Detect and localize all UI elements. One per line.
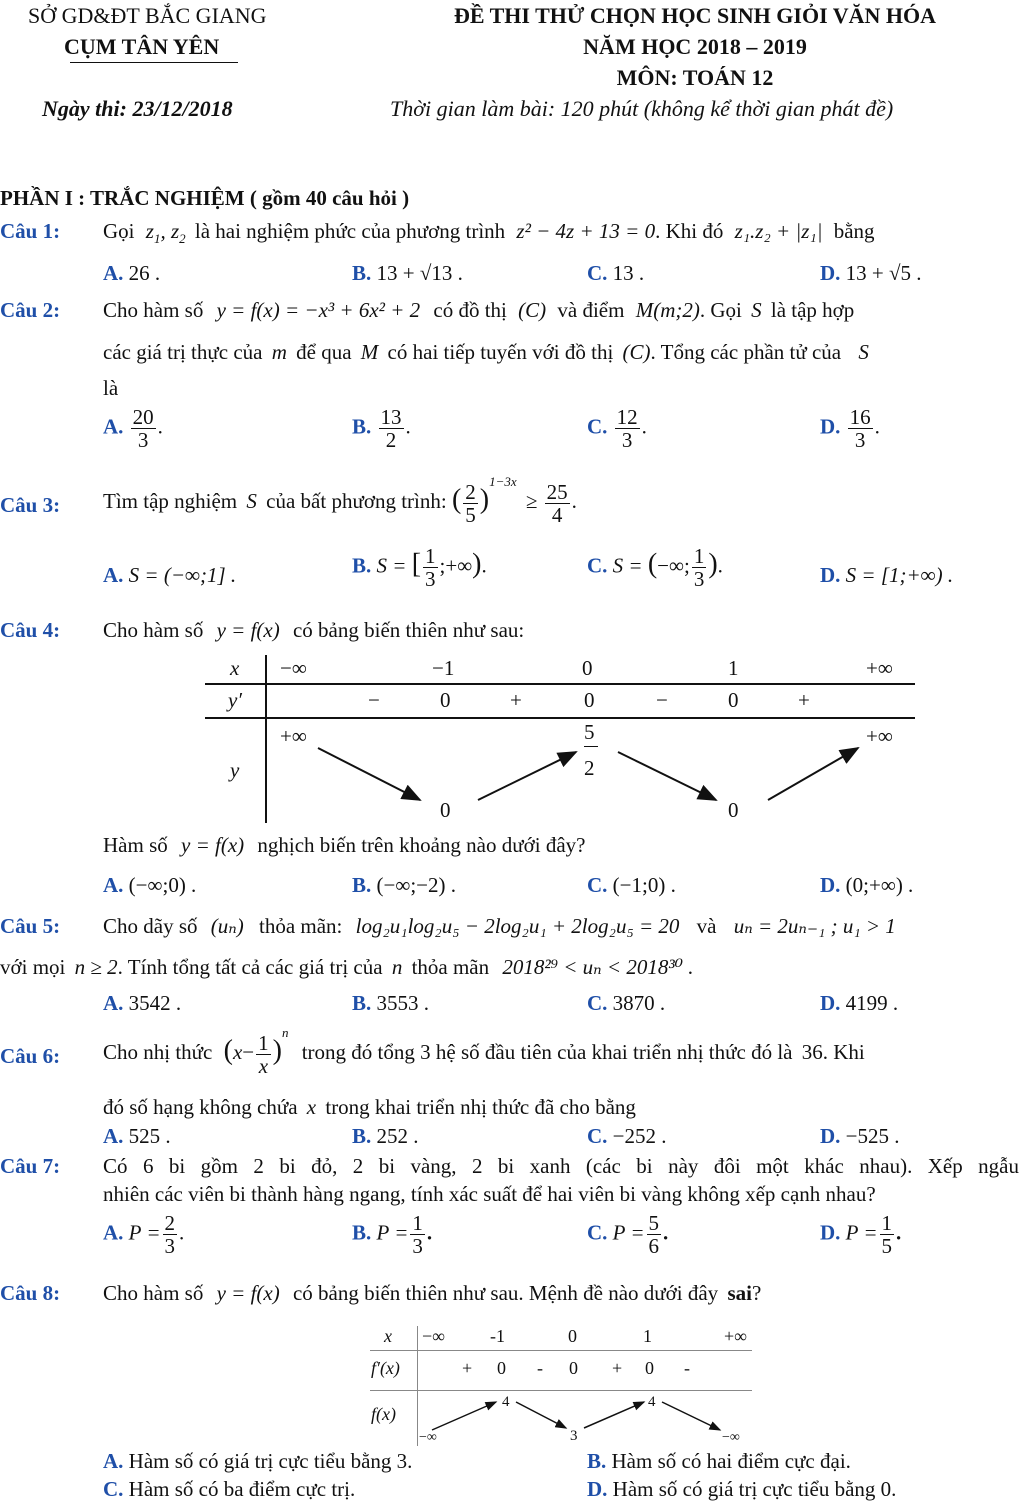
q5-option-c[interactable]: C. 3870 . — [587, 991, 666, 1015]
q1-option-b[interactable]: B. 13 + √13 . — [352, 261, 463, 285]
q3-label: Câu 3: — [0, 493, 61, 517]
q2-label: Câu 2: — [0, 298, 61, 322]
q8-label: Câu 8: — [0, 1281, 61, 1305]
q8-stem: Cho hàm số y = f(x) có bảng biến thiên như sau. Mệnh đề nào dưới đây sai? — [103, 1281, 762, 1305]
q1-label: Câu 1: — [0, 219, 61, 243]
q3-stem: Tìm tập nghiệm S của bất phương trình: ( $\frac{2}{5}$ )$^{1-3x}$ ≥ $\frac{25}{4}$ . — [103, 474, 577, 527]
section-title: PHẦN I : TRẮC NGHIỆM ( gồm 40 câu hỏi ) — [0, 186, 410, 210]
q3-option-c[interactable]: C. S = (−∞; $\frac{1}{3}$ ). — [587, 544, 723, 592]
q5-line2: với mọi n ≥ 2. Tính tổng tất cả các giá trị của n thỏa mãn 2018²⁹ < uₙ < 2018³⁰ . — [0, 955, 694, 979]
q3-option-a[interactable]: A. S = (−∞;1] . — [103, 563, 237, 587]
q5-option-d[interactable]: D. 4199 . — [820, 991, 899, 1015]
title-line1: ĐỀ THI THỬ CHỌN HỌC SINH GIỎI VĂN HÓA — [453, 3, 937, 28]
q1-option-a[interactable]: A. 26 . — [103, 261, 161, 285]
org-line2: CỤM TÂN YÊN — [64, 34, 220, 59]
q8-option-c[interactable]: C. Hàm số có ba điểm cực trị. — [103, 1477, 356, 1501]
q7-line1: Có 6 bi gồm 2 bi đỏ, 2 bi vàng, 2 bi xanh (các bi này đôi một khác nhau). Xếp ngẫu — [103, 1154, 1019, 1178]
q6-option-c[interactable]: C. −252 . — [587, 1124, 667, 1148]
q6-line2: đó số hạng không chứa x trong khai triển nhị thức đã cho bằng — [103, 1095, 636, 1119]
q7-label: Câu 7: — [0, 1154, 61, 1178]
q8-option-a[interactable]: A. Hàm số có giá trị cực tiểu bằng 3. — [103, 1449, 413, 1473]
q5-option-a[interactable]: A. 3542 . — [103, 991, 182, 1015]
org-line1: SỞ GD&ĐT BẮC GIANG — [28, 3, 267, 28]
q5-label: Câu 5: — [0, 914, 61, 938]
q3-option-d[interactable]: D. S = [1;+∞) . — [820, 563, 954, 587]
q7-line2: nhiên các viên bi thành hàng ngang, tính xác suất để hai viên bi vàng không xếp cạnh nhau? — [103, 1182, 876, 1206]
exam-date: Ngày thi: 23/12/2018 — [42, 96, 233, 121]
q1-stem: Gọi $z_1$, $z_2$ là hai nghiệm phức của phương trình z² − 4z + 13 = 0. Khi đó z₁.z₂ + |z₁| bằng — [103, 219, 875, 247]
q4-stem: Cho hàm số y = f(x) có bảng biến thiên như sau: — [103, 618, 525, 642]
exam-duration: Thời gian làm bài: 120 phút (không kể thời gian phát đề) — [390, 96, 894, 121]
q5-line1: Cho dãy số (uₙ) thỏa mãn: log₂u₁log₂u₅ − 2log₂u₁ + 2log₂u₅ = 20 và uₙ = 2uₙ₋₁ ; u₁ > 1 — [103, 914, 896, 938]
q1-option-d[interactable]: D. 13 + √5 . — [820, 261, 922, 285]
q2-line3: là — [103, 376, 119, 400]
q7-option-a[interactable]: A. P = $\frac{2}{3}$ . — [103, 1211, 185, 1259]
q8-option-d[interactable]: D. Hàm số có giá trị cực tiểu bằng 0. — [587, 1477, 897, 1501]
q5-option-b[interactable]: B. 3553 . — [352, 991, 430, 1015]
q4-option-b[interactable]: B. (−∞;−2) . — [352, 873, 456, 897]
q6-label: Câu 6: — [0, 1044, 61, 1068]
title-line3: MÔN: TOÁN 12 — [616, 65, 774, 90]
q4-label: Câu 4: — [0, 618, 61, 642]
q7-option-d[interactable]: D. P = $\frac{1}{5}$ . — [820, 1211, 902, 1259]
q2-option-d[interactable]: D. $\frac{16}{3}$ . — [820, 405, 880, 453]
q2-line2: các giá trị thực của m để qua M có hai tiếp tuyến với đồ thị (C). Tổng các phần tử của S — [103, 340, 869, 364]
q6-option-d[interactable]: D. −525 . — [820, 1124, 900, 1148]
q4-option-c[interactable]: C. (−1;0) . — [587, 873, 676, 897]
q6-option-b[interactable]: B. 252 . — [352, 1124, 419, 1148]
q7-option-b[interactable]: B. P = $\frac{1}{3}$ . — [352, 1211, 433, 1259]
q2-option-c[interactable]: C. $\frac{12}{3}$ . — [587, 405, 647, 453]
q6-line1: Cho nhị thức (x− $\frac{1}{x}$ )$^n$ trong đó tổng 3 hệ số đầu tiên của khai triển nhị thức đó là 36. Khi — [103, 1025, 865, 1078]
q1-option-c[interactable]: C. 13 . — [587, 261, 645, 285]
q2-line1: Cho hàm số y = f(x) = −x³ + 6x² + 2 có đồ thị (C) và điểm M(m;2). Gọi S là tập hợp — [103, 298, 855, 322]
q6-option-a[interactable]: A. 525 . — [103, 1124, 171, 1148]
q4-question: Hàm số y = f(x) nghịch biến trên khoảng nào dưới đây? — [103, 833, 586, 857]
q2-option-a[interactable]: A. $\frac{20}{3}$ . — [103, 405, 163, 453]
q8-option-b[interactable]: B. Hàm số có hai điểm cực đại. — [587, 1449, 851, 1473]
title-line2: NĂM HỌC 2018 – 2019 — [583, 34, 807, 59]
q2-option-b[interactable]: B. $\frac{13}{2}$ . — [352, 405, 411, 453]
q4-option-a[interactable]: A. (−∞;0) . — [103, 873, 197, 897]
q4-option-d[interactable]: D. (0;+∞) . — [820, 873, 914, 897]
q7-option-c[interactable]: C. P = $\frac{5}{6}$ . — [587, 1211, 669, 1259]
q3-option-b[interactable]: B. S = [ $\frac{1}{3}$ ;+∞). — [352, 544, 487, 592]
